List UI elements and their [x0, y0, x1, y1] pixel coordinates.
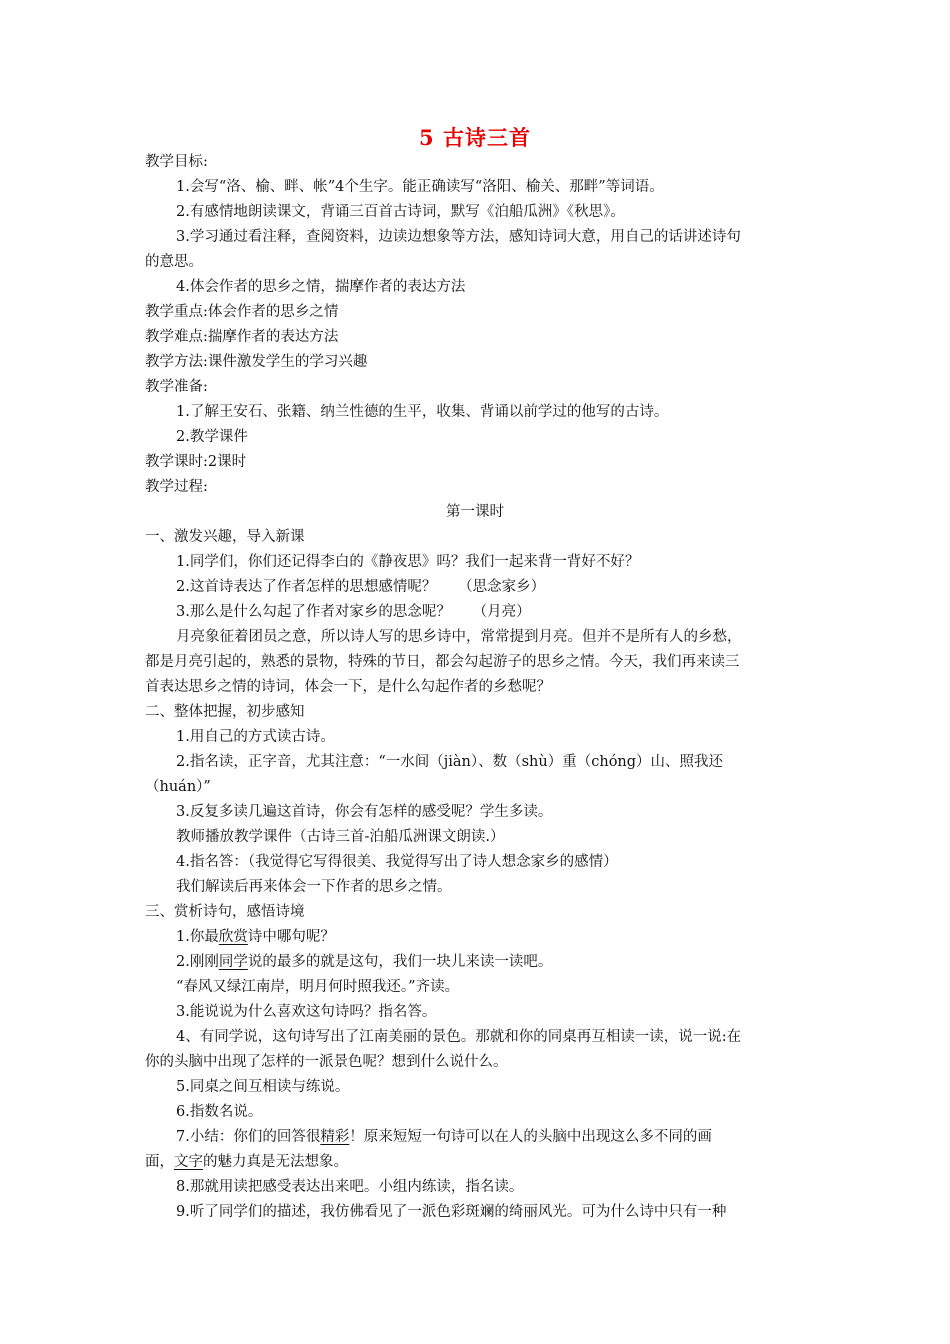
section-heading-1: 一、激发兴趣，导入新课 [145, 529, 305, 545]
step-1-3: 3.那么是什么勾起了作者对家乡的思念呢？ （月亮） [176, 604, 531, 620]
step-3-1: 1.你最欣赏诗中哪句呢？ [176, 929, 335, 945]
objective-3: 3.学习通过看注释，查阅资料，边读边想象等方法，感知诗词大意，用自己的话讲述诗句 [176, 229, 741, 245]
class-hours: 教学课时:2课时 [145, 454, 247, 470]
step-2-courseware: 教师播放教学课件（古诗三首-泊船瓜洲课文朗读.） [176, 829, 505, 845]
heading-process: 教学过程: [145, 479, 208, 495]
page-title: 5 古诗三首 [419, 125, 531, 150]
step-2-summary: 我们解读后再来体会一下作者的思乡之情。 [176, 879, 452, 895]
step-2-2: 2.指名读，正字音，尤其注意：“一水间（jiàn）、数（shù）重（chóng）山、照我还 [176, 754, 724, 770]
step-1-1: 1.同学们，你们还记得李白的《静夜思》吗？我们一起来背一背好不好？ [176, 554, 640, 570]
step-2-1: 1.用自己的方式读古诗。 [176, 729, 335, 745]
underlined-word: 精彩 [320, 1129, 350, 1145]
step-1-2: 2.这首诗表达了作者怎样的思想感情呢？ （思念家乡） [176, 579, 546, 595]
heading-preparation: 教学准备: [145, 379, 208, 395]
paragraph-moon-1: 月亮象征着团员之意，所以诗人写的思乡诗中，常常提到月亮。但并不是所有人的乡愁， [176, 629, 742, 645]
preparation-2: 2.教学课件 [176, 429, 248, 445]
step-2-4: 4.指名答：（我觉得它写得很美、我觉得写出了诗人想念家乡的感情） [176, 854, 618, 870]
objective-2: 2.有感情地朗读课文，背诵三百首古诗词，默写《泊船瓜洲》《秋思》。 [176, 204, 625, 220]
key-point: 教学重点:体会作者的思乡之情 [145, 304, 339, 320]
objective-3-cont: 的意思。 [145, 254, 203, 270]
teaching-method: 教学方法:课件激发学生的学习兴趣 [145, 354, 368, 370]
underlined-word: 欣赏 [218, 929, 248, 945]
step-3-8: 8.那就用读把感受表达出来吧。小组内练读，指名读。 [176, 1179, 524, 1195]
poem-quote: “春风又绿江南岸，明月何时照我还。”齐读。 [176, 979, 460, 995]
step-3-4-cont: 你的头脑中出现了怎样的一派景色呢？想到什么说什么。 [145, 1054, 508, 1070]
section-first-lesson: 第一课时 [446, 504, 504, 520]
underlined-word: 同学 [218, 954, 248, 970]
step-3-7-cont: 面，文字的魅力真是无法想象。 [145, 1154, 348, 1170]
step-3-7: 7.小结：你们的回答很精彩！原来短短一句诗可以在人的头脑中出现这么多不同的画 [176, 1129, 712, 1145]
underlined-word: 文字 [174, 1154, 203, 1170]
step-3-9: 9.听了同学们的描述，我仿佛看见了一派色彩斑斓的绮丽风光。可为什么诗中只有一种 [176, 1204, 727, 1220]
section-heading-3: 三、赏析诗句，感悟诗境 [145, 904, 305, 920]
preparation-1: 1.了解王安石、张籍、纳兰性德的生平，收集、背诵以前学过的他写的古诗。 [176, 404, 669, 420]
step-2-2-cont: （huán）” [145, 779, 211, 795]
difficult-point: 教学难点:揣摩作者的表达方法 [145, 329, 339, 345]
step-3-6: 6.指数名说。 [176, 1104, 263, 1120]
step-2-3: 3.反复多读几遍这首诗，你会有怎样的感受呢？学生多读。 [176, 804, 553, 820]
step-3-2: 2.刚刚同学说的最多的就是这句，我们一块儿来读一读吧。 [176, 954, 553, 970]
step-3-4: 4、有同学说，这句诗写出了江南美丽的景色。那就和你的同桌再互相读一读，说一说:在 [176, 1029, 742, 1045]
heading-objectives: 教学目标: [145, 154, 208, 170]
section-heading-2: 二、整体把握，初步感知 [145, 704, 305, 720]
objective-1: 1.会写“洛、榆、畔、帐”4个生字。能正确读写“洛阳、榆关、那畔”等词语。 [176, 179, 664, 195]
paragraph-moon-3: 首表达思乡之情的诗词，体会一下，是什么勾起作者的乡愁呢？ [145, 679, 551, 695]
step-3-3: 3.能说说为什么喜欢这句诗吗？指名答。 [176, 1004, 437, 1020]
step-3-5: 5.同桌之间互相读与练说。 [176, 1079, 350, 1095]
objective-4: 4.体会作者的思乡之情，揣摩作者的表达方法 [176, 279, 466, 295]
paragraph-moon-2: 都是月亮引起的，熟悉的景物，特殊的节日，都会勾起游子的思乡之情。今天，我们再来读三 [145, 654, 740, 670]
